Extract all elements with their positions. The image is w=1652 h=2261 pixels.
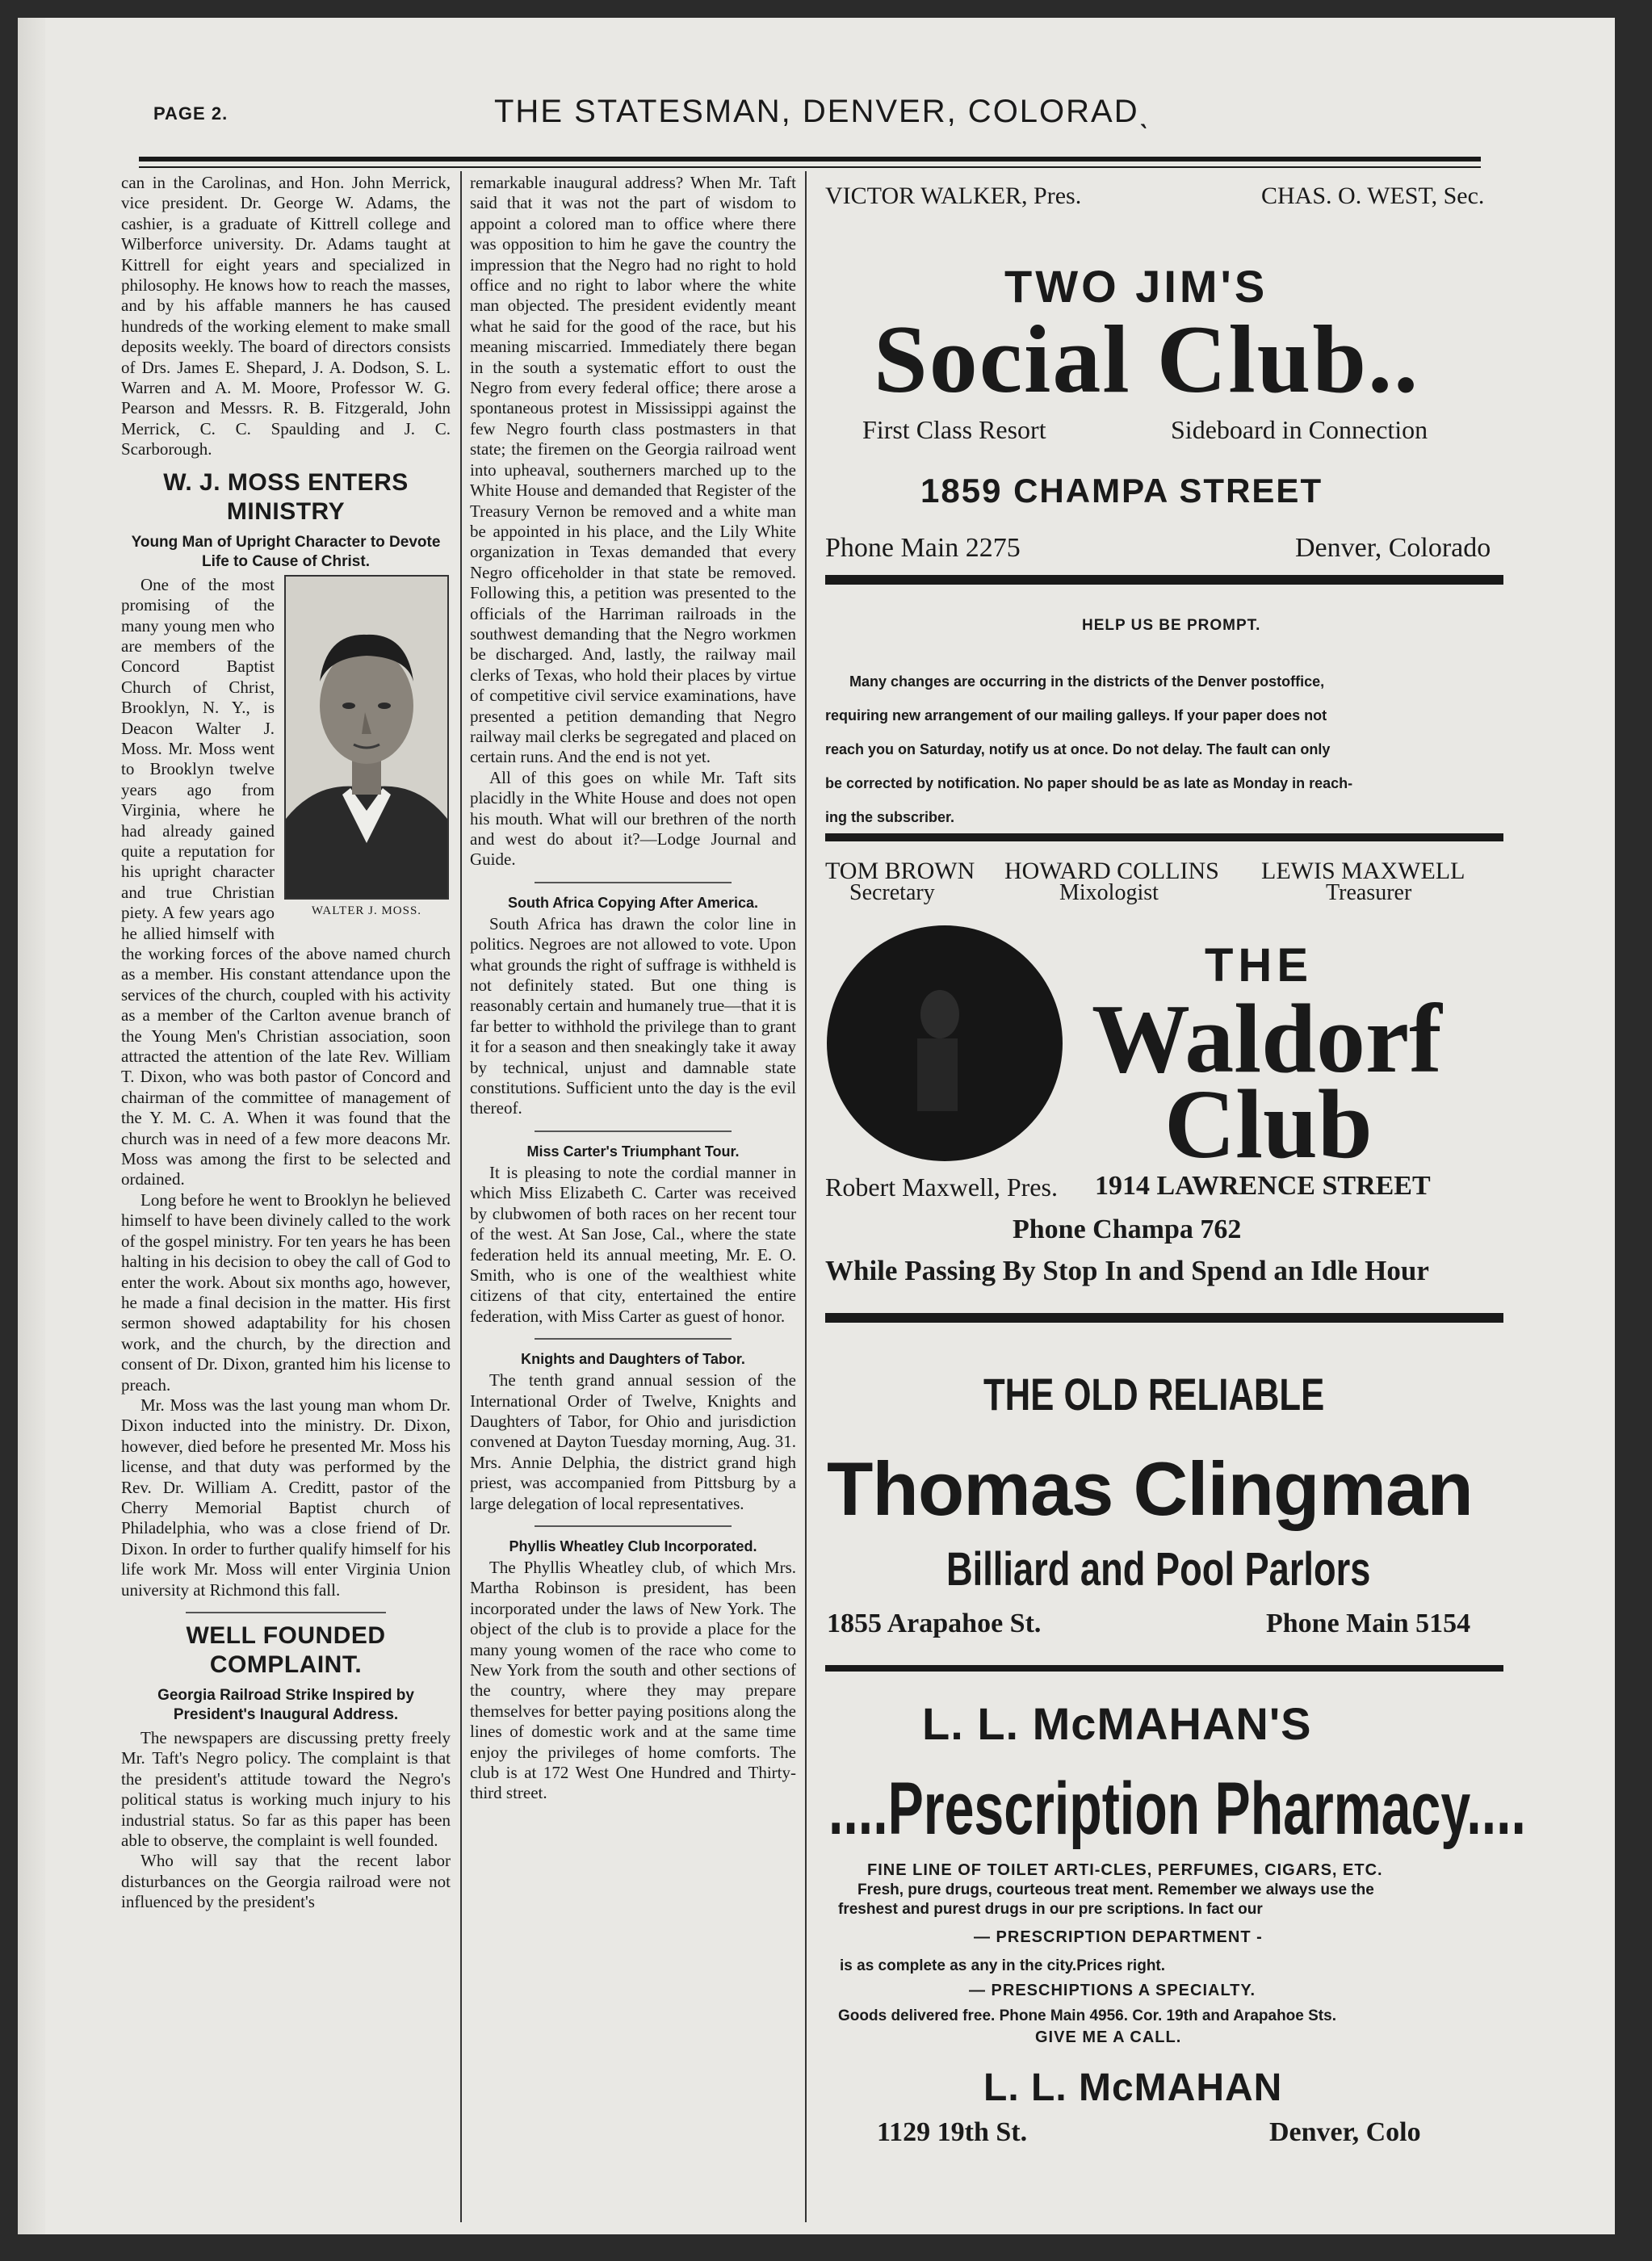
article-text: Long before he went to Brooklyn he believed himself to have been divinely called to the work of the gospel ministry. For ten years he has been halting in his decision to obey the call of God to enter the work. About six months ago, however, he made a final decision in the matter. His first sermon showed adaptability for his chosen work, and the church, by the direction and consent of Dr. Dixon, granted him his license to preach. xyxy=(121,1189,451,1395)
ad-divider xyxy=(825,1665,1503,1672)
ad-body-line: Goods delivered free. Phone Main 4956. Cor. 19th and Arapahoe Sts. xyxy=(838,2007,1336,2024)
headline-complaint: WELL FOUNDED COMPLAINT. xyxy=(186,1622,386,1678)
newspaper-title: THE STATESMAN, DENVER, COLORADˎ xyxy=(494,94,1151,129)
headline-wheatley: Phyllis Wheatley Club Incorporated. xyxy=(509,1537,757,1554)
column-1 xyxy=(121,173,451,2232)
page-edge xyxy=(18,18,45,2234)
notice-line: be corrected by notification. No paper should be as late as Monday in reach- xyxy=(825,775,1353,791)
portrait-figure xyxy=(283,575,451,924)
ad-business-name: ....Prescription Pharmacy.... xyxy=(828,1768,1526,1850)
ad-business-name: Thomas Clingman xyxy=(827,1446,1473,1531)
article-separator xyxy=(535,1130,732,1132)
notice-title: HELP US BE PROMPT. xyxy=(1082,617,1261,634)
ad-tagline-left: First Class Resort xyxy=(862,415,1046,444)
ad-body-line: is as complete as any in the city.Prices right. xyxy=(840,1957,1166,1974)
article-text: South Africa has drawn the color line in politics. Negroes are not allowed to vote. Upon what grounds the right of suffrage is withheld is not definitely stated. But one thing is reasonably certain and humanely true—that it is far better to withhold the privilege than to grant it for a season and then sneakingly take it away by technical, unjust and damnable state constitutions. Sufficient unto the day is the evil thereof. xyxy=(470,913,796,1118)
officer-name: TOM BROWN xyxy=(825,858,975,884)
article-text: remarkable inaugural address? When Mr. Taft said that it was not the part of wisdom to appoint a colored man to office where there was opposition to him he gave the country the impression that the Negro had no right to hold office and no right to labor where the white man objected. The president evidently meant what he said for the good of the race, but his meaning miscarried. Immediately there began in the south a systematic effort to oust the Negro from every federal office; there arose a spontaneous protest in Mississippi against the few Negro fourth class postmasters in that state; the firemen on the Georgia railroad went into upheaval, southerners marched up to the White House and demanded that Register of the Treasury Vernon be removed and a white man be appointed in his place, and the Lily White organization in Texas demanded that every Negro officeholder in that state be removed. Following this, a petition was presented to the officials of the Harriman railroads in the southwest demanding that the Negro workmen be discharged. And, lastly, the railway mail clerks of Texas, who hold their places by virtue of competitive civil service examinations, have presented a petition demanding that Negro railway mail clerks be segregated and placed on certain runs. And the end is not yet. xyxy=(470,173,796,767)
ad-body-line: — PRESCRIPTION DEPARTMENT - xyxy=(974,1928,1263,1946)
ad-tagline: THE OLD RELIABLE xyxy=(983,1369,1325,1420)
ad-address: 1129 19th St. xyxy=(877,2117,1028,2147)
ad-waldorf-name: Waldorf xyxy=(1092,984,1442,1093)
ad-club-name: Social Club.. xyxy=(874,305,1420,413)
ad-body-line: freshest and purest drugs in our pre scriptions. In fact our xyxy=(838,1901,1263,1918)
ad-body-line: GIVE ME A CALL. xyxy=(1035,2028,1182,2046)
ad-phone: Phone Champa 762 xyxy=(1013,1214,1242,1244)
page-number: PAGE 2. xyxy=(153,103,229,124)
emblem-figure xyxy=(827,925,1063,1161)
officer-name: LEWIS MAXWELL xyxy=(1261,858,1465,884)
article-text: can in the Carolinas, and Hon. John Merrick, vice president. Dr. George W. Adams, the cashier, is a graduate of Kittrell college and Wilberforce university. Dr. Adams taught at Kittrell for eight years and specialized in philosophy. He knows how to reach the masses, and by his affable manners he has caused hundreds of the working element to make small deposits weekly. The board of directors consists of Drs. James E. Shepard, J. A. Dodson, S. L. Warren and A. M. Moore, Professor W. G. Pearson and Messrs. R. B. Fitzgerald, John Merrick, C. C. Spaulding and J. C. Scarborough. xyxy=(121,173,451,459)
ad-body-line: — PRESCHIPTIONS A SPECIALTY. xyxy=(969,1982,1256,1999)
article-separator xyxy=(535,1525,732,1527)
article-separator xyxy=(535,1338,732,1340)
article-text: One of the most promising of the many young men who are members of the Concord Baptist Church of Christ, Brooklyn, N. Y., is Deacon Walter J. Moss. Mr. Moss went to Brooklyn twelve years ago from Virginia, where he had already gained quite a reputation for his upright character and true Christian piety. A few years ago he allied himself with the working forces of the above named church as a member. His constant attendance upon the services of the church, coupled with his activity as a member of the Carlton avenue branch of the Young Men's Christian association, soon attracted the attention of the late Rev. William T. Dixon, who was both pastor of Concord and chairman of the committee of management of the Y. M. C. A. When it was found that the church was in need of a few more deacons Mr. Moss was among the first to be selected and ordained. xyxy=(121,574,451,1189)
masthead xyxy=(139,90,1495,139)
ad-business-type: Billiard and Pool Parlors xyxy=(946,1543,1371,1596)
subhead-moss: Young Man of Upright Character to Devote Life to Cause of Christ. xyxy=(131,533,441,570)
ad-slogan: While Passing By Stop In and Spend an Idle Hour xyxy=(825,1255,1429,1286)
ad-city: Denver, Colo xyxy=(1269,2117,1421,2147)
club-emblem xyxy=(827,925,1063,1161)
ad-address: 1855 Arapahoe St. xyxy=(827,1609,1042,1638)
article-text: The Phyllis Wheatley club, of which Mrs. Martha Robinson is president, has been incorporated under the laws of New York. The object of the club is to provide a place for the many young women of the race who come to New York from the south and other sections of the country, where they may prepare themselves for better paying positions along the lines of domestic work and at the same time enjoy the privileges of home comforts. The club is at 172 West One Hundred and Thirty-third street. xyxy=(470,1557,796,1803)
masthead-rule xyxy=(139,157,1481,162)
article-text: It is pleasing to note the cordial manner in which Miss Elizabeth C. Carter was received by clubwomen of both races on her recent tour of the west. At San Jose, Cal., where the state federation held its annual meeting, Mr. E. O. Smith, who is one of the wealthiest white citizens of that city, entertained the entire federation, with Miss Carter as guest of honor. xyxy=(470,1162,796,1326)
officer-role: Treasurer xyxy=(1326,880,1412,905)
article-text: Mr. Moss was the last young man whom Dr. Dixon inducted into the ministry. Dr. Dixon, however, died before he presented Mr. Moss his license, and that duty was performed by the Rev. Dr. William A. Creditt, pastor of the Cherry Memorial Baptist church of Philadelphia, who was a close friend of Dr. Dixon. In order to further qualify himself for his life work Mr. Moss will enter Virginia Union university at Richmond this fall. xyxy=(121,1395,451,1600)
ad-city: Denver, Colorado xyxy=(1295,533,1491,563)
subhead-complaint: Georgia Railroad Strike Inspired by President's Inaugural Address. xyxy=(157,1687,414,1723)
ad-tagline-right: Sideboard in Connection xyxy=(1171,415,1428,444)
article-text: All of this goes on while Mr. Taft sits placidly in the White House and does not open his mouth. What will our brethren of the north and west do about it?—Lodge Journal and Guide. xyxy=(470,767,796,870)
ad-proprietor-heading: L. L. McMAHAN'S xyxy=(922,1698,1312,1749)
ad-divider xyxy=(825,575,1503,585)
officer-name: HOWARD COLLINS xyxy=(1004,858,1219,884)
column-2 xyxy=(470,173,796,2232)
ad-body-line: FINE LINE OF TOILET ARTI-CLES, PERFUMES, CIGARS, ETC. xyxy=(867,1861,1383,1879)
article-separator xyxy=(535,882,732,883)
ad-president: VICTOR WALKER, Pres. xyxy=(825,182,1082,209)
column-rule-2 xyxy=(805,171,807,2222)
ad-address: 1859 CHAMPA STREET xyxy=(920,472,1323,510)
ad-body-line: Fresh, pure drugs, courteous treat ment. Remember we always use the xyxy=(857,1881,1374,1898)
ad-address: 1914 LAWRENCE STREET xyxy=(1095,1171,1431,1201)
article-text: Who will say that the recent labor disturbances on the Georgia railroad were not influenced by the president's xyxy=(121,1851,451,1912)
ad-phone: Phone Main 5154 xyxy=(1266,1609,1471,1638)
ad-title-line: TWO JIM'S xyxy=(1004,261,1268,312)
ad-divider xyxy=(825,1313,1503,1323)
ad-the: THE xyxy=(1205,939,1313,992)
article-text: The tenth grand annual session of the International Order of Twelve, Knights and Daughters of Tabor, for Ohio and jurisdiction convened at Dayton Tuesday morning, Aug. 31. Mrs. Annie Delphia, the district grand high priest, was accompanied from Pittsburg by a large delegation of local representatives. xyxy=(470,1370,796,1513)
officer-role: Mixologist xyxy=(1059,880,1159,905)
ad-divider xyxy=(825,833,1503,841)
ad-club-word: Club xyxy=(1164,1070,1373,1179)
column-rule-1 xyxy=(460,171,462,2222)
ad-secretary: CHAS. O. WEST, Sec. xyxy=(1261,182,1485,209)
ad-president: Robert Maxwell, Pres. xyxy=(825,1172,1058,1202)
headline-tabor: Knights and Daughters of Tabor. xyxy=(521,1351,745,1368)
article-separator xyxy=(186,1612,386,1613)
newspaper-page xyxy=(18,18,1615,2234)
portrait-illustration xyxy=(286,577,447,898)
notice-line: Many changes are occurring in the districts of the Denver postoffice, xyxy=(849,673,1325,690)
masthead-rule-thin xyxy=(139,166,1481,168)
headline-moss: W. J. MOSS ENTERS MINISTRY xyxy=(163,468,409,525)
notice-line: ing the subscriber. xyxy=(825,809,955,825)
notice-line: requiring new arrangement of our mailing galleys. If your paper does not xyxy=(825,707,1327,724)
officer-role: Secretary xyxy=(849,880,935,905)
headline-south-africa: South Africa Copying After America. xyxy=(507,894,759,911)
notice-line: reach you on Saturday, notify us at once. Do not delay. The fault can only xyxy=(825,741,1331,757)
headline-carter: Miss Carter's Triumphant Tour. xyxy=(526,1143,740,1160)
article-text: The newspapers are discussing pretty freely Mr. Taft's Negro policy. The complaint is that the president's attitude toward the Negro's political status is working much injury to his industrial status. So far as this paper has been able to observe, the complaint is well founded. xyxy=(121,1728,451,1851)
portrait-photo xyxy=(284,575,449,900)
ad-proprietor: L. L. McMAHAN xyxy=(983,2066,1283,2109)
ad-phone: Phone Main 2275 xyxy=(825,533,1021,563)
portrait-caption: WALTER J. MOSS. xyxy=(311,904,422,917)
